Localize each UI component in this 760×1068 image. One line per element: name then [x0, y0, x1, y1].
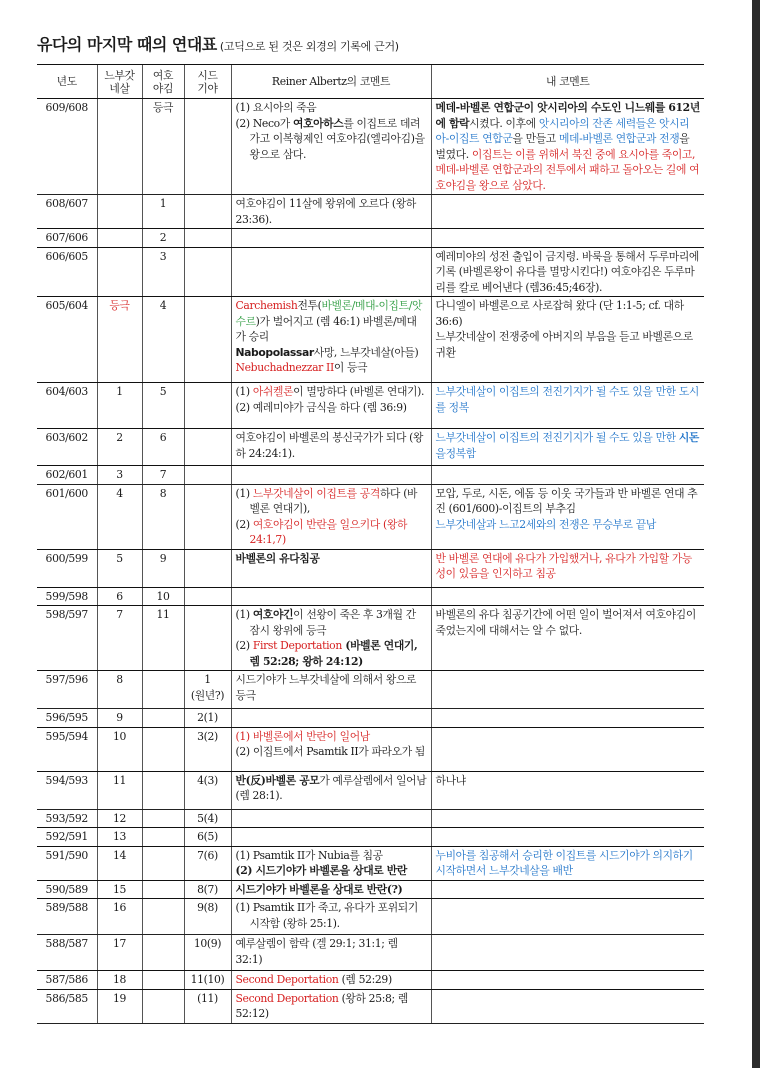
zedekiah-year-cell	[184, 587, 231, 606]
albertz-comment-cell	[231, 809, 431, 828]
albertz-comment-cell	[231, 297, 431, 383]
my-comment-cell	[431, 99, 704, 195]
comment-line: 여호야김이 11살에 왕위에 오르다 (왕하 23:36).	[235, 197, 416, 226]
jehoiakim-year-cell	[142, 846, 184, 880]
zedekiah-year-cell: 8(7)	[184, 880, 231, 899]
table-row	[37, 709, 704, 728]
zedekiah-year-cell: 11(10)	[184, 971, 231, 990]
albertz-comment-cell	[231, 727, 431, 771]
comment-line: 시드기야가 바벨론을 상대로 반란(?)	[235, 882, 403, 896]
jehoiakim-year-cell: 등극	[142, 99, 184, 195]
jehoiakim-year-cell	[142, 880, 184, 899]
my-comment-cell	[431, 671, 704, 709]
table-row	[37, 484, 704, 549]
table-row	[37, 971, 704, 990]
year-cell: 601/600	[37, 484, 97, 549]
zedekiah-year-cell	[184, 195, 231, 229]
albertz-comment-cell	[231, 709, 431, 728]
year-cell: 600/599	[37, 549, 97, 587]
jehoiakim-year-cell	[142, 971, 184, 990]
comment-line: Second Deportation (왕하 25:8; 렘 52:12)	[235, 991, 408, 1020]
zedekiah-year-cell: 4(3)	[184, 771, 231, 809]
jehoiakim-year-cell: 8	[142, 484, 184, 549]
table-row	[37, 606, 704, 671]
nebuchadnezzar-year-cell	[97, 229, 142, 248]
page-edge-bar	[752, 0, 760, 1068]
header-zedekiah: 시드 기야	[184, 65, 231, 99]
albertz-comment-cell	[231, 935, 431, 971]
nebuchadnezzar-year-cell: 15	[97, 880, 142, 899]
table-row	[37, 899, 704, 935]
table-row	[37, 771, 704, 809]
comment-line: 모압, 두로, 시돈, 에돔 등 이웃 국가들과 반 바벨론 연대 추진 (601/600)-이집트의 부추김	[435, 486, 698, 515]
my-comment-cell	[431, 549, 704, 587]
year-cell: 608/607	[37, 195, 97, 229]
comment-line: (2) First Deportation (바벨론 연대기, 렘 52:28; 왕하 24:12)	[235, 639, 418, 668]
zedekiah-year-cell: 3(2)	[184, 727, 231, 771]
year-cell: 606/605	[37, 247, 97, 297]
table-row	[37, 297, 704, 383]
comment-line: 바벨론의 유다 침공기간에 어떤 일이 벌어져서 여호야김이 죽었는지에 대해서는 알 수 없다.	[435, 608, 696, 637]
albertz-comment-cell	[231, 606, 431, 671]
year-cell: 597/596	[37, 671, 97, 709]
year-cell: 590/589	[37, 880, 97, 899]
nebuchadnezzar-year-cell: 4	[97, 484, 142, 549]
table-row	[37, 466, 704, 485]
comment-line: 느부갓네살이 이집트의 전진기지가 될 수도 있을 만한 도시를 정복	[435, 385, 699, 414]
albertz-comment-cell	[231, 971, 431, 990]
comment-line: 바벨론의 유다침공	[235, 551, 320, 565]
year-cell: 599/598	[37, 587, 97, 606]
zedekiah-year-cell: 6(5)	[184, 828, 231, 847]
comment-line: 다니엘이 바벨론으로 사로잡혀 왔다 (단 1:1-5; cf. 대하 36:6)	[435, 299, 684, 328]
comment-line: Nabopolassar사망, 느부갓네살(아들)	[235, 345, 419, 359]
year-cell: 588/587	[37, 935, 97, 971]
albertz-comment-cell	[231, 828, 431, 847]
jehoiakim-year-cell: 9	[142, 549, 184, 587]
albertz-comment-cell	[231, 771, 431, 809]
title-main: 유다의 마지막 때의 연대표	[37, 35, 217, 54]
comment-line: (1) 느부갓네살이 이집트를 공격하다 (바벨론 연대기),	[235, 486, 418, 515]
nebuchadnezzar-year-cell	[97, 247, 142, 297]
nebuchadnezzar-year-cell	[97, 195, 142, 229]
header-row	[37, 65, 704, 99]
zedekiah-year-cell	[184, 229, 231, 248]
zedekiah-year-cell	[184, 99, 231, 195]
comment-line: Second Deportation (렘 52:29)	[235, 973, 392, 986]
jehoiakim-year-cell: 7	[142, 466, 184, 485]
comment-line: 느부갓네살이 이집트의 전진기지가 될 수도 있을 만한 시돈을정복함	[435, 431, 699, 460]
comment-line: 예레미야의 성전 출입이 금지령. 바룩을 통해서 두루마리에 기록 (바벨론왕이 유다를 멸망시킨다!) 여호야김은 두루마리를 칼로 베어낸다 (렘36:45;46장).	[435, 249, 699, 294]
nebuchadnezzar-year-cell: 14	[97, 846, 142, 880]
year-cell: 592/591	[37, 828, 97, 847]
albertz-comment-cell	[231, 671, 431, 709]
table-row	[37, 671, 704, 709]
albertz-comment-cell	[231, 549, 431, 587]
jehoiakim-year-cell	[142, 828, 184, 847]
header-year: 년도	[37, 65, 97, 99]
my-comment-cell	[431, 809, 704, 828]
zedekiah-year-cell	[184, 383, 231, 429]
zedekiah-year-cell	[184, 606, 231, 671]
table-row	[37, 880, 704, 899]
jehoiakim-year-cell: 3	[142, 247, 184, 297]
comment-line: 하나냐	[435, 773, 466, 787]
comment-line: (1) 아쉬켈론이 멸망하다 (바벨론 연대기).	[235, 385, 425, 398]
comment-line: (1) 여호야긴이 선왕이 죽은 후 3개월 간 잠시 왕위에 등극	[235, 608, 416, 637]
jehoiakim-year-cell: 11	[142, 606, 184, 671]
my-comment-cell	[431, 383, 704, 429]
albertz-comment-cell	[231, 247, 431, 297]
table-row	[37, 587, 704, 606]
comment-line: (2) 이집트에서 Psamtik II가 파라오가 됨	[235, 745, 425, 758]
page-title	[37, 32, 399, 55]
zedekiah-year-cell	[184, 484, 231, 549]
albertz-comment-cell	[231, 466, 431, 485]
comment-line: Nebuchadnezzar II이 등극	[235, 361, 368, 374]
jehoiakim-year-cell: 1	[142, 195, 184, 229]
year-cell: 595/594	[37, 727, 97, 771]
year-cell: 593/592	[37, 809, 97, 828]
nebuchadnezzar-year-cell: 17	[97, 935, 142, 971]
jehoiakim-year-cell	[142, 809, 184, 828]
zedekiah-year-cell: 9(8)	[184, 899, 231, 935]
comment-line: (2) 시드기야가 바벨론을 상대로 반란	[235, 864, 407, 877]
table-row	[37, 247, 704, 297]
my-comment-cell	[431, 247, 704, 297]
table-row	[37, 383, 704, 429]
year-cell: 594/593	[37, 771, 97, 809]
comment-line: (1) 요시아의 죽음	[235, 101, 317, 114]
nebuchadnezzar-year-cell	[97, 99, 142, 195]
comment-line: 예루살렘이 함락 (겔 29:1; 31:1; 렘 32:1)	[235, 937, 398, 966]
nebuchadnezzar-year-cell: 5	[97, 549, 142, 587]
nebuchadnezzar-year-cell: 8	[97, 671, 142, 709]
albertz-comment-cell	[231, 899, 431, 935]
albertz-comment-cell	[231, 429, 431, 466]
table-row	[37, 935, 704, 971]
jehoiakim-year-cell	[142, 935, 184, 971]
zedekiah-year-cell	[184, 549, 231, 587]
zedekiah-year-cell	[184, 247, 231, 297]
nebuchadnezzar-year-cell: 10	[97, 727, 142, 771]
jehoiakim-year-cell: 10	[142, 587, 184, 606]
jehoiakim-year-cell: 6	[142, 429, 184, 466]
table-row	[37, 229, 704, 248]
albertz-comment-cell	[231, 484, 431, 549]
comment-line: (1) Psamtik II가 죽고, 유다가 포위되기 시작함 (왕하 25:1).	[235, 901, 418, 930]
table-row	[37, 429, 704, 466]
albertz-comment-cell	[231, 99, 431, 195]
year-cell: 604/603	[37, 383, 97, 429]
my-comment-cell	[431, 880, 704, 899]
comment-line: (1) Psamtik II가 Nubia를 침공	[235, 848, 383, 862]
albertz-comment-cell	[231, 587, 431, 606]
zedekiah-year-cell	[184, 429, 231, 466]
nebuchadnezzar-year-cell: 18	[97, 971, 142, 990]
table-row	[37, 727, 704, 771]
jehoiakim-year-cell	[142, 899, 184, 935]
my-comment-cell	[431, 484, 704, 549]
albertz-comment-cell	[231, 383, 431, 429]
table-row	[37, 809, 704, 828]
nebuchadnezzar-year-cell: 13	[97, 828, 142, 847]
header-my-comment: 내 코멘트	[431, 65, 704, 99]
albertz-comment-cell	[231, 989, 431, 1023]
jehoiakim-year-cell: 2	[142, 229, 184, 248]
jehoiakim-year-cell	[142, 989, 184, 1023]
table-row	[37, 99, 704, 195]
albertz-comment-cell	[231, 229, 431, 248]
my-comment-cell	[431, 297, 704, 383]
table-body	[37, 99, 704, 1024]
table-row	[37, 989, 704, 1023]
my-comment-cell	[431, 709, 704, 728]
year-cell: 602/601	[37, 466, 97, 485]
my-comment-cell	[431, 935, 704, 971]
my-comment-cell	[431, 587, 704, 606]
header-jehoiakim: 여호 야김	[142, 65, 184, 99]
nebuchadnezzar-year-cell: 9	[97, 709, 142, 728]
jehoiakim-year-cell	[142, 771, 184, 809]
jehoiakim-year-cell: 5	[142, 383, 184, 429]
comment-line: 느부갓네살과 느고2세와의 전쟁은 무승부로 끝남	[435, 517, 656, 531]
comment-line: 누비아를 침공해서 승리한 이집트를 시드기야가 의지하기 시작하면서 느부갓네살을 배반	[435, 848, 693, 877]
chronology-table	[37, 64, 704, 1024]
nebuchadnezzar-year-cell: 등극	[97, 297, 142, 383]
header-albertz-comment: Reiner Albertz의 코멘트	[231, 65, 431, 99]
nebuchadnezzar-year-cell: 6	[97, 587, 142, 606]
comment-line: 메데-바벨론 연합군이 앗시리아의 수도인 니느웨를 612년에 함락시켰다. 이후에 앗시리아의 잔존 세력들은 앗시리아-이집트 연합군을 만들고 메데-바벨론 연합군과 전쟁을 벌였다. 이집트는 이를 위해서 북진 중에 요시아를 죽이고, 메데-바벨론 연합군과의 전투에서 패하고 돌아오는 길에 여호야김을 왕으로 삼았다.	[435, 101, 700, 192]
jehoiakim-year-cell	[142, 709, 184, 728]
nebuchadnezzar-year-cell: 16	[97, 899, 142, 935]
my-comment-cell	[431, 989, 704, 1023]
comment-line: (2) 예레미야가 금식을 하다 (렘 36:9)	[235, 400, 407, 414]
my-comment-cell	[431, 466, 704, 485]
year-cell: 598/597	[37, 606, 97, 671]
zedekiah-year-cell: 5(4)	[184, 809, 231, 828]
comment-line: (2) Neco가 여호아하스를 이집트로 데려가고 이복형제인 여호야김(엘리아김)을 왕으로 삼다.	[235, 116, 425, 161]
comment-line: 시드기야가 느부갓네살에 의해서 왕으로 등극	[235, 673, 417, 702]
zedekiah-year-cell	[184, 297, 231, 383]
table-row	[37, 828, 704, 847]
comment-line: Carchemish전투(바벨론/메대-이집트/앗수르)가 벌어지고 (렘 46:1) 바벨론/메대가 승리	[235, 299, 423, 343]
zedekiah-year-cell: 10(9)	[184, 935, 231, 971]
year-cell: 596/595	[37, 709, 97, 728]
year-cell: 586/585	[37, 989, 97, 1023]
jehoiakim-year-cell	[142, 727, 184, 771]
year-cell: 605/604	[37, 297, 97, 383]
comment-line: 반 바벨론 연대에 유다가 가입했거나, 유다가 가입할 가능성이 있음을 인지하고 침공	[435, 551, 692, 580]
nebuchadnezzar-year-cell: 11	[97, 771, 142, 809]
table-row	[37, 549, 704, 587]
zedekiah-year-cell	[184, 466, 231, 485]
comment-line: (1) 바벨론에서 반란이 일어남	[235, 729, 370, 743]
year-cell: 591/590	[37, 846, 97, 880]
albertz-comment-cell	[231, 880, 431, 899]
albertz-comment-cell	[231, 846, 431, 880]
my-comment-cell	[431, 771, 704, 809]
jehoiakim-year-cell	[142, 671, 184, 709]
jehoiakim-year-cell: 4	[142, 297, 184, 383]
nebuchadnezzar-year-cell: 12	[97, 809, 142, 828]
nebuchadnezzar-year-cell: 7	[97, 606, 142, 671]
zedekiah-year-cell: (11)	[184, 989, 231, 1023]
year-cell: 589/588	[37, 899, 97, 935]
title-note: (고딕으로 된 것은 외경의 기록에 근거)	[216, 40, 399, 53]
nebuchadnezzar-year-cell: 2	[97, 429, 142, 466]
my-comment-cell	[431, 727, 704, 771]
comment-line: 느부갓네살이 전쟁중에 아버지의 부음을 듣고 바벨론으로 귀환	[435, 330, 693, 359]
zedekiah-year-cell: 7(6)	[184, 846, 231, 880]
albertz-comment-cell	[231, 195, 431, 229]
year-cell: 587/586	[37, 971, 97, 990]
table-row	[37, 195, 704, 229]
my-comment-cell	[431, 971, 704, 990]
comment-line: (2) 여호야김이 반란을 일으키다 (왕하 24:1,7)	[235, 517, 408, 546]
zedekiah-year-cell: 1 (원년?)	[184, 671, 231, 709]
comment-line: 여호야김이 바벨론의 봉신국가가 되다 (왕하 24:24:1).	[235, 431, 424, 460]
my-comment-cell	[431, 229, 704, 248]
my-comment-cell	[431, 899, 704, 935]
nebuchadnezzar-year-cell: 19	[97, 989, 142, 1023]
my-comment-cell	[431, 195, 704, 229]
comment-line: 반(反)바벨론 공모가 예루살렘에서 일어남 (렘 28:1).	[235, 773, 427, 802]
nebuchadnezzar-year-cell: 1	[97, 383, 142, 429]
zedekiah-year-cell: 2(1)	[184, 709, 231, 728]
my-comment-cell	[431, 429, 704, 466]
year-cell: 607/606	[37, 229, 97, 248]
header-nebuchadnezzar: 느부갓 네살	[97, 65, 142, 99]
nebuchadnezzar-year-cell: 3	[97, 466, 142, 485]
my-comment-cell	[431, 606, 704, 671]
table-row	[37, 846, 704, 880]
my-comment-cell	[431, 828, 704, 847]
year-cell: 603/602	[37, 429, 97, 466]
year-cell: 609/608	[37, 99, 97, 195]
my-comment-cell	[431, 846, 704, 880]
